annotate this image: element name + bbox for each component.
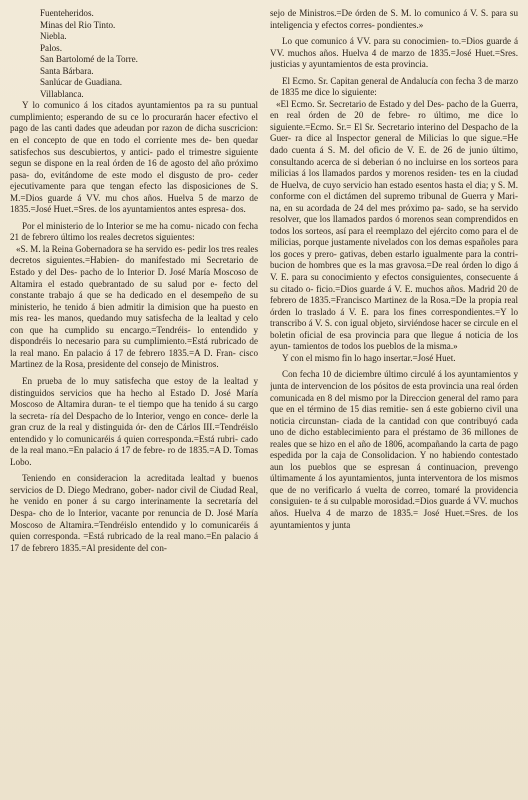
place-item: Sanlúcar de Guadiana. xyxy=(40,77,123,88)
paragraph: «El Ecmo. Sr. Secretario de Estado y del Des- pacho de la Guerra, en real órden de 20 de febre- ro último, me dice lo siguiente.=Ecmo. Sr.= El Sr. Secretario interino del Despacho de la Guer- ra dice al Inspector general de Milicias lo que sigue.=He dado cuenta á S. M. del oficio de V. E. de 26 de junio último, consultando acerca de si deberian ó no incluirse en los sorteos para milicias á los llamados pardos y morenos residen- tes en la ciudad de Huelva, de cuyo servicio han estado esentos hasta el dia; y S. M. conforme con el dictámen del supremo tribunal de Guerra y Mari- na, en su acordada de 24 del mes próximo pa- sado, se ha servido resolver, que los llamados pardos ó morenos sean comprendidos en todos los sorteos, así para el reemplazo del ejército como para el de milicias, porque justamente nivelados con los demas españoles para los goces y prero- gativas, deben estarlo igualmente para la contri- bucion de hombres que es la mas gravosa.=De real órden lo digo á V. E. para su conocimiento y efectos consiguientes, consecuente á su citado o- ficio.=Dios guarde á V. E. muchos años. Madrid 20 de febrero de 1835.=Francisco Martinez de la Rosa.=De la propia real órden lo traslado á V. E. para los fines correspondientes.=Y lo transcribo á V. S. con igual objeto, sirviéndose hacer se circule en el boletin oficial de esa provincia para que llegue á noticia de los ayun- tamientos de todos los pueblos de la misma.» xyxy=(270,98,518,352)
paragraph: El Ecmo. Sr. Capitan general de Andalucía con fecha 3 de marzo de 1835 me dice lo siguiente: xyxy=(270,75,518,98)
place-list xyxy=(10,8,258,100)
place-item: Minas del Rio Tinto. xyxy=(40,19,116,30)
place-item: Fuenteheridos. xyxy=(40,8,94,18)
place-item: Palos. xyxy=(40,42,62,53)
place-item: Santa Bárbara. xyxy=(40,65,94,76)
paragraph: Por el ministerio de lo Interior se me ha comu- nicado con fecha 21 de febrero último los reales decretos siguientes: xyxy=(10,220,258,243)
paragraph: Y lo comunico á los citados ayuntamientos pa ra su puntual cumplimiento; esperando de su ce lo procurarán hacer efectivo el pago de las canti dades que adeudan por razon de dicha suscricion: en el concepto de que en todo el corriente mes de- ben quedar satisfechos sus descubiertos, y antici- pado el trimestre siguiente segun se dispone en la real órden de 16 de agosto del año próximo pasa- do, evitándome de este modo el disgusto de pro- ceder ejecutivamente para que tengan efecto las disposiciones de S. M.=Dios guarde á VV. mu chos años. Huelva 5 de marzo de 1835.=José Huet.=Sres. de los ayuntamientos antes espresa- dos. xyxy=(10,100,258,215)
paragraph: Con fecha 10 de diciembre último circulé á los ayuntamientos y junta de intervencion de los pósitos de esta provincia una real órden comunicada en 8 del mismo por la Direccion general del ramo para que en el término de 15 dias remitie- sen á este gobierno civil una noticia circunstan- ciada de la cantidad con que contribuyó cada uno de dicho establecimiento para el préstamo de 36 millones de reales que se hizo en el año de 1806, acompañando la carta de pago espedida por la caja de Consolidacion. Y no habiendo contestado aun los pueblos que se espresan á continuacion, prevengo últimamente á los ayuntamientos, junta interventora de los mismos que de no verificarlo á vuelta de correo, tomaré la providencia consiguien- te á su culpable morosidad.=Dios guarde á VV. muchos años. Huelva 4 de marzo de 1835.= José Huet.=Sres. de los ayuntamientos y junta xyxy=(270,369,518,530)
right-column xyxy=(270,8,518,794)
paragraph: Y con el mismo fin lo hago insertar.=José Huet. xyxy=(282,352,456,363)
place-item: Niebla. xyxy=(40,31,67,42)
place-item: San Bartolomé de la Torre. xyxy=(40,54,138,65)
place-item: Villablanca. xyxy=(40,88,84,99)
paragraph: sejo de Ministros.=De órden de S. M. lo comunico á V. S. para su inteligencia y efectos corres- pondientes.» xyxy=(270,8,518,30)
paragraph: «S. M. la Reina Gobernadora se ha servido es- pedir los tres reales decretos siguientes.=Habien- do manifestado mi Secretario de Estado y del Des- pacho de lo Interior D. José María Moscoso de Altamira el estado quebrantado de su salud por e- fecto del constante trabajo á que se ha dedicado en el desempeño de su ministerio, he tenido á bien admitir la dimision que ha puesto en mis rea- les manos, quedando muy satisfecha de la lealtad y celo con que ha cumplido su encargo.=Tendréis- lo entendido y dispondréis lo necesario para su cumplimiento.=Está rubricado de la real mano. En palacio á 17 de febrero 1835.=A D. Fran- cisco Martinez de la Rosa, presidente del consejo de Ministros. xyxy=(10,243,258,370)
paragraph: En prueba de lo muy satisfecha que estoy de la lealtad y distinguidos servicios que ha hecho al Estado D. José María Moscoso de Altamira duran- te el tiempo que ha tenido á su cargo la secreta- ría del Despacho de lo Interior, vengo en conce- derle la gran cruz de la real y distinguida ór- den de Cárlos III.=Tendréislo entendido y lo comunicaréis á quien corresponda.=Está rubri- cado de la real mano.=En palacio á 17 de febre- ro de 1835.=A D. Tomas Lobo. xyxy=(10,375,258,467)
paragraph: Teniendo en consideracion la acreditada lealtad y buenos servicios de D. Diego Medrano, gober- nador civil de Ciudad Real, he venido en poner á su cargo interinamente la secretaría del Despa- cho de lo Interior, vacante por renuncia de D. José María Moscoso de Altamira.=Tendréislo entendido y lo comunicaréis á quien corresponda. =Está rubricado de la real mano.=En palacio á 17 de febrero 1835.=Al presidente del con- xyxy=(10,473,258,553)
left-column xyxy=(10,8,258,794)
paragraph: Lo que comunico á VV. para su conocimien- to.=Dios guarde á VV. muchos años. Huelva 4 de marzo de 1835.=José Huet.=Sres. justicias y ayuntamientos de esta provincia. xyxy=(270,36,518,70)
